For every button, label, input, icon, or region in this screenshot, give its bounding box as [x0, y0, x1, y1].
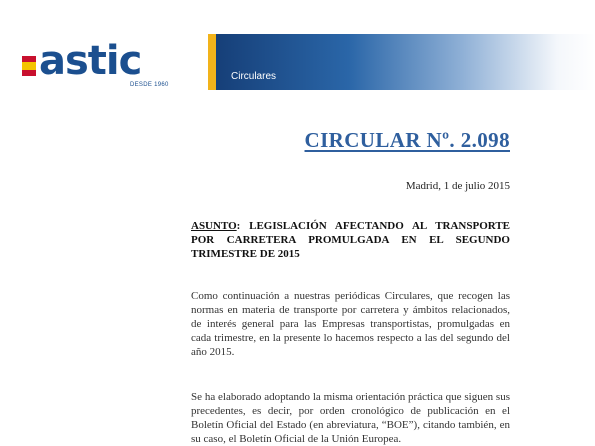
astic-logo — [22, 38, 172, 90]
banner-accent-stripe — [208, 34, 216, 90]
spain-flag-icon — [22, 56, 36, 76]
circular-date: Madrid, 1 de julio 2015 — [405, 180, 510, 192]
section-label: Circulares — [231, 71, 277, 82]
subject-text: : LEGISLACIÓN AFECTANDO AL TRANSPORTE POR CARRETERA PROMULGADA EN EL SEGUNDO TRIMESTRE DE 2015 — [191, 220, 510, 260]
circular-title: CIRCULAR Nº. 2.098 — [304, 128, 510, 152]
logo-tagline: DESDE 1960 — [130, 82, 169, 88]
body-paragraph-1: Como continuación a nuestras periódicas Circulares, que recogen las normas en materia de transporte por carretera y ámbitos relacionados, de interés general para las Empresas transportistas, promulgadas en cada trimestre, en la presente lo hacemos respecto a las del segundo del año 2015. — [191, 290, 510, 358]
body-paragraph-2: Se ha elaborado adoptando la misma orientación práctica que siguen sus precedentes, es decir, por orden cronológico de publicación en el Boletín Oficial del Estado (en abreviatura, “BOE”), citando también, en su caso, el Boletín Oficial de la Unión Europea. — [191, 391, 510, 445]
subject-label: ASUNTO — [191, 220, 237, 232]
logo-wordmark: astic — [39, 38, 142, 84]
subject-block — [191, 219, 510, 261]
